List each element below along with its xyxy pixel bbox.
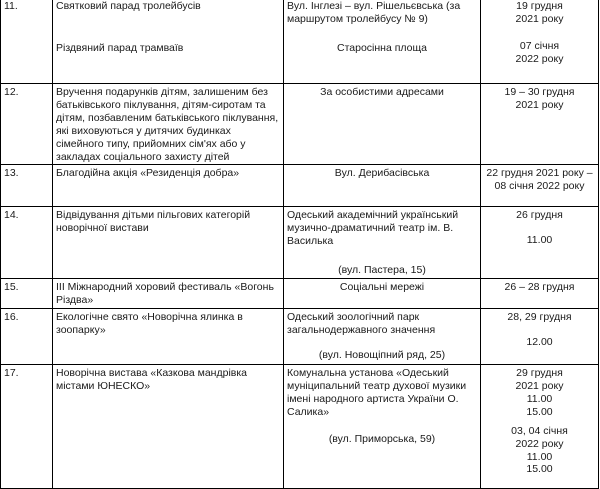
event-place: Одеський академічний український музично-драматичний театр ім. В. Василька: [287, 209, 459, 248]
event-title: Благодійна акція «Резиденція добра»: [53, 165, 284, 207]
row-number: 17.: [1, 365, 53, 489]
table-row: [1, 279, 599, 309]
event-place-address: (вул. Новощіпний ряд, 25): [318, 348, 446, 361]
event-date-year: 2021 року: [515, 379, 564, 392]
event-title: Святковий парад тролейбусів: [56, 0, 201, 12]
event-time: 15.00: [526, 463, 553, 476]
event-time: 11.00: [526, 234, 553, 247]
event-date: 26 – 28 грудня: [481, 279, 599, 309]
event-title: Новорічна вистава «Казкова мандрівка містами ЮНЕСКО»: [53, 365, 284, 489]
event-date-year: 2022 року: [515, 52, 564, 65]
event-date-cell: [481, 365, 599, 489]
row-number: 14.: [1, 207, 53, 279]
event-date: 07 січня: [519, 39, 560, 52]
event-date: 28, 29 грудня: [507, 311, 572, 324]
event-place-cell: [284, 0, 481, 84]
table-row: [1, 84, 599, 165]
table-row: [1, 309, 599, 365]
row-number: 11.: [1, 0, 53, 84]
event-place: Соціальні мережі: [284, 279, 481, 309]
row-number: 16.: [1, 309, 53, 365]
event-date: 26 грудня: [516, 209, 563, 222]
event-date: 19 – 30 грудня: [504, 86, 575, 98]
event-time: 11.00: [526, 450, 553, 463]
event-date: 03, 04 січня: [511, 424, 568, 437]
table-row: [1, 165, 599, 207]
event-place-address: (вул. Пастера, 15): [338, 264, 426, 277]
event-date: 29 грудня: [516, 367, 563, 380]
event-place: Старосінна площа: [337, 41, 427, 54]
row-number: 15.: [1, 279, 53, 309]
event-title: Екологічне свято «Новорічна ялинка в зоопарку»: [53, 309, 284, 365]
event-date-cell: [481, 0, 599, 84]
event-date-cell: [481, 165, 599, 207]
event-date: 08 січня 2022 року: [494, 180, 585, 193]
event-place: Комунальна установа «Одеський муніципальний театр духової музики імені народного артиста України О. Салика»: [287, 367, 467, 418]
event-date-cell: [481, 207, 599, 279]
event-place-cell: [284, 309, 481, 365]
event-place-address: (вул. Приморська, 59): [328, 432, 436, 445]
event-date-cell: [481, 309, 599, 365]
event-place: Вул. Інглезі – вул. Рішельєвська (за маршрутом тролейбусу № 9): [287, 0, 461, 25]
event-place: Вул. Дерибасівська: [284, 165, 481, 207]
event-place: Одеський зоологічний парк загальнодержавного значення: [287, 311, 436, 336]
event-place-cell: [284, 207, 481, 279]
event-place-cell: [284, 365, 481, 489]
event-title-cell: [53, 0, 284, 84]
table-row: [1, 365, 599, 489]
event-time: 11.00: [526, 392, 553, 405]
event-title: ІІІ Міжнародний хоровий фестиваль «Вогонь Різдва»: [53, 279, 284, 309]
event-date: 19 грудня: [516, 0, 563, 12]
event-date-year: 2022 року: [515, 437, 564, 450]
event-time: 15.00: [526, 405, 553, 418]
event-date-year: 2021 року: [515, 12, 564, 25]
event-title: Відвідування дітьми пільгових категорій новорічної вистави: [53, 207, 284, 279]
event-place: За особистими адресами: [284, 84, 481, 165]
row-number: 12.: [1, 84, 53, 165]
event-title: Вручення подарунків дітям, залишеним без батьківського піклування, дітям-сиротам та дітям, позбавленим батьківського піклування, які виховуються у дитячих будинках сімейного типу, прийомних сім'ях або у закладах соціального захисту дітей: [53, 84, 284, 165]
event-title: Різдвяний парад трамваїв: [56, 41, 184, 54]
event-date-year: 2021 року: [515, 98, 564, 111]
table-row: [1, 207, 599, 279]
table-row: [1, 0, 599, 84]
event-date: 22 грудня 2021 року –: [486, 167, 593, 180]
event-time: 12.00: [526, 335, 553, 348]
row-number: 13.: [1, 165, 53, 207]
event-date-cell: [481, 84, 599, 165]
